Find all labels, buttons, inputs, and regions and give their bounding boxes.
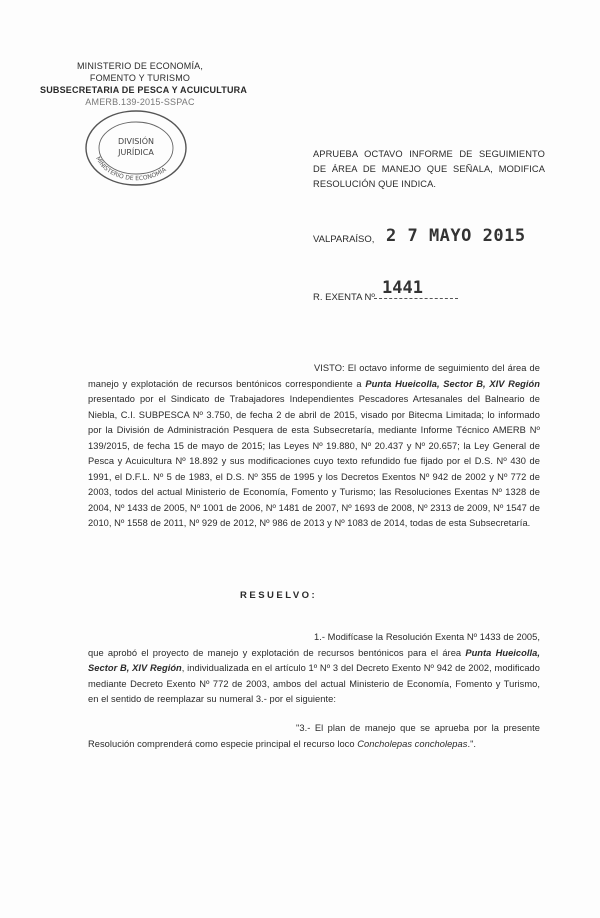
header-reference: AMERB.139-2015-SSPAC	[85, 97, 195, 107]
exenta-label: R. EXENTA Nº	[313, 292, 375, 303]
place-label: VALPARAÍSO,	[313, 234, 375, 245]
stamp-division-text: DIVISIÓN	[117, 137, 155, 146]
exenta-number: 1441	[382, 278, 423, 298]
division-juridica-stamp	[84, 108, 188, 188]
header-subsecretaria: SUBSECRETARIA DE PESCA Y ACUICULTURA	[40, 85, 248, 95]
stamp-ring-text: MINISTERIO DE ECONOMÍA	[94, 155, 168, 183]
header-ministry: MINISTERIO DE ECONOMÍA,	[76, 61, 204, 71]
ministry-header	[40, 60, 248, 108]
stamped-date: 2 7 MAYO 2015	[386, 226, 526, 246]
species-name: Concholepas concholepas	[357, 738, 468, 749]
area-name: Punta Hueicolla, Sector B, XIV Región	[365, 378, 540, 389]
area-name-2: Punta Hueicolla, Sector B, XIV Región	[88, 647, 541, 673]
article-3-paragraph: "3.- El plan de manejo que se aprueba por la presente Resolución comprenderá como especie principal el recurso loco Concholepas concholepas.".	[88, 723, 540, 749]
article-1-paragraph: 1.- Modifícase la Resolución Exenta Nº 1433 de 2005, que aprobó el proyecto de manejo y explotación de recursos bentónicos para el área Punta Hueicolla, Sector B, XIV Región, individualizada en el artículo 1º Nº 3 del Decreto Exento Nº 942 de 2002, modificado mediante Decreto Exento Nº 772 de 2003, ambos del actual Ministerio de Economía, Fomento y Turismo, en el sentido de reemplazar su numeral 3.- por el siguiente:	[88, 632, 541, 704]
stamp-juridica-text: JURÍDICA	[118, 148, 154, 157]
visto-paragraph: VISTO: El octavo informe de seguimiento del área de manejo y explotación de recursos bentónicos correspondiente a Punta Hueicolla, Sector B, XIV Región presentado por el Sindicato de Trabajadores Independientes Pescadores Artesanales del Balneario de Niebla, C.I. SUBPESCA Nº 3.750, de fecha 2 de abril de 2015, visado por Bitecma Limitada; lo informado por la División de Administración Pesquera de esta Subsecretaría, mediante Informe Técnico AMERB Nº 139/2015, de fecha 15 de mayo de 2015; las Leyes Nº 19.880, Nº 20.437 y Nº 20.657; la Ley General de Pesca y Acuicultura Nº 18.892 y sus modificaciones cuyo texto refundido fue fijado por el D.S. Nº 430 de 1991, el D.F.L. Nº 5 de 1983, el D.S. Nº 355 de 1995 y los Decretos Exentos Nº 942 de 2002 y Nº 772 de 2003, todos del actual Ministerio de Economía, Fomento y Turismo; las Resoluciones Exentas Nº 1328 de 2004, Nº 1433 de 2005, Nº 1001 de 2006, Nº 1481 de 2007, Nº 1693 de 2008, Nº 2313 de 2009, Nº 1547 de 2010, Nº 1558 de 2011, Nº 929 de 2012, Nº 986 de 2013 y Nº 1083 de 2014, todas de esta Subsecretaría.	[88, 363, 540, 528]
resuelvo-heading: RESUELVO:	[240, 590, 318, 601]
header-ministry-sub: FOMENTO Y TURISMO	[89, 73, 191, 83]
resolution-subject: APRUEBA OCTAVO INFORME DE SEGUIMIENTO DE ÁREA DE MANEJO QUE SEÑALA, MODIFICA RESOLUCIÓN QUE INDICA.	[313, 149, 545, 189]
exenta-underline	[374, 298, 458, 299]
